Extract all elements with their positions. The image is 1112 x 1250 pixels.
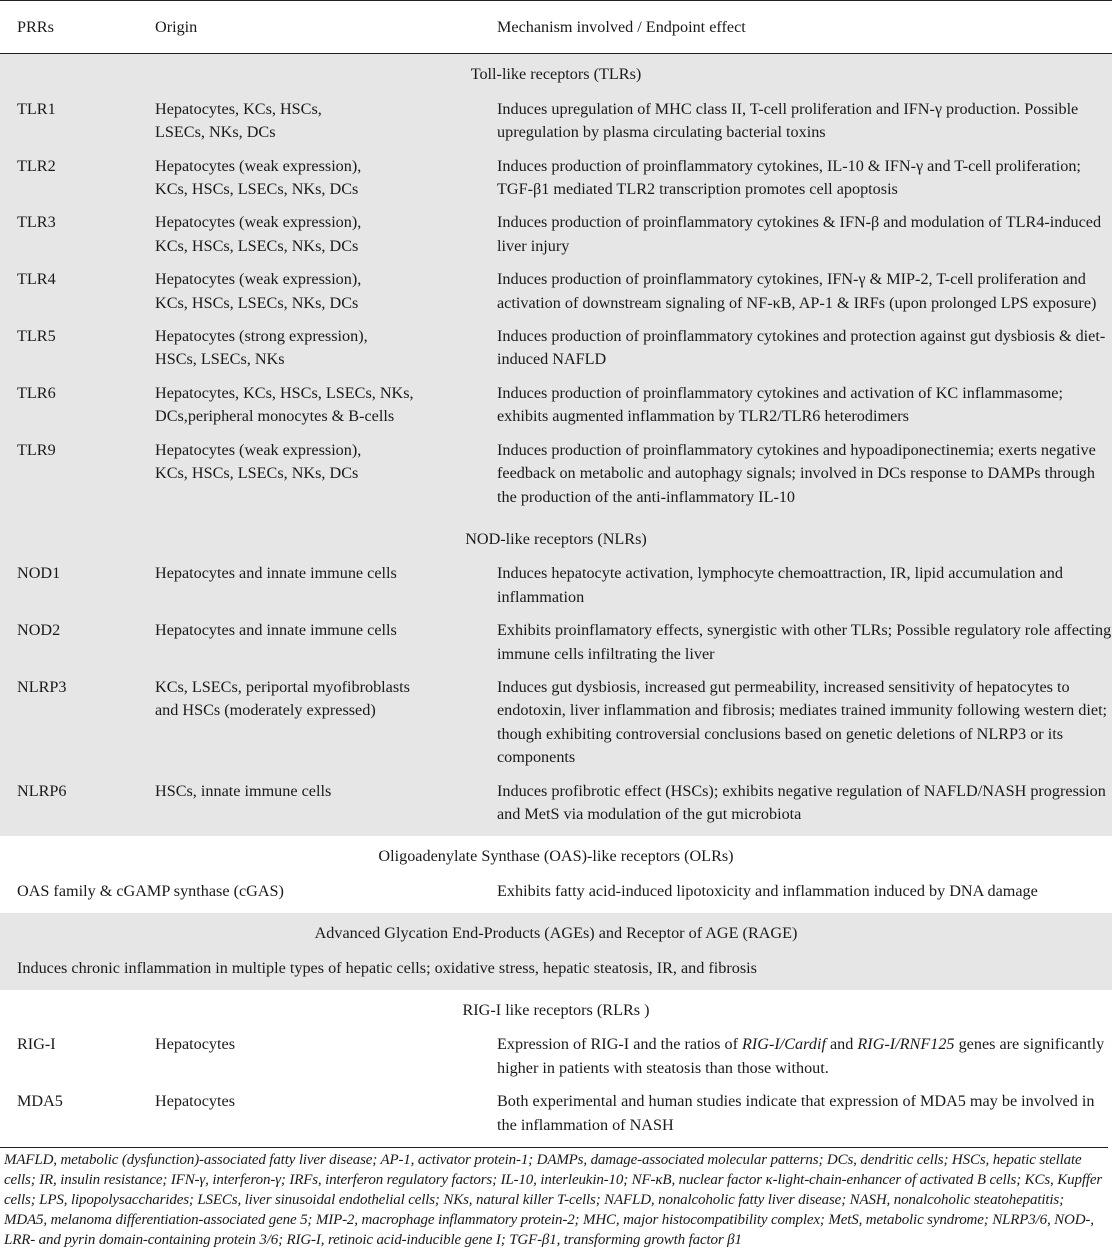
section-header-row	[0, 54, 1112, 97]
table-row	[0, 879, 1112, 913]
mechanism-cell: Both experimental and human studies indicate that expression of MDA5 may be involved in the inflammation of NASH	[497, 1092, 1095, 1134]
origin-line: KCs, HSCs, LSECs, NKs, DCs	[155, 464, 359, 483]
origin-cell	[138, 268, 480, 325]
table-body	[0, 54, 1112, 1147]
origin-line: KCs, HSCs, LSECs, NKs, DCs	[155, 236, 359, 255]
origin-line: HSCs, LSECs, NKs	[155, 350, 285, 369]
prr-cell: NLRP6	[17, 781, 67, 800]
prr-cell: NOD2	[17, 621, 61, 640]
origin-cell	[138, 780, 480, 837]
section-title: NOD-like receptors (NLRs)	[465, 529, 647, 548]
origin-line: Hepatocytes, KCs, HSCs,	[155, 99, 322, 118]
origin-cell	[138, 1032, 480, 1090]
prr-cell: TLR1	[17, 99, 56, 118]
prr-cell: TLR4	[17, 270, 56, 289]
table-row	[0, 97, 1112, 155]
origin-cell	[138, 211, 480, 268]
mechanism-text: Expression of RIG-I and the ratios of	[497, 1035, 743, 1054]
section-title: Toll-like receptors (TLRs)	[470, 65, 642, 84]
mechanism-cell: Induces gut dysbiosis, increased gut permeability, increased sensitivity of hepatocytes to endotoxin, liver inflammation and fibrosis; mediates trained immunity following western diet; though exhibiting controversial conclusions based on genetic deletions of NLRP3 or its components	[497, 677, 1108, 767]
mechanism-cell: Induces profibrotic effect (HSCs); exhibits negative regulation of NAFLD/NASH progression and MetS via modulation of the gut microbiota	[497, 781, 1106, 823]
prr-cell: NLRP3	[17, 677, 67, 696]
mechanism-cell: Exhibits fatty acid-induced lipotoxicity and inflammation induced by DNA damage	[497, 881, 1038, 900]
mechanism-cell: Induces upregulation of MHC class II, T-cell proliferation and IFN-γ production. Possible upregulation by plasma circulating bacterial toxins	[497, 99, 1079, 142]
prr-cell: RIG-I	[17, 1035, 56, 1054]
gene-name: RIG-I/Cardif	[742, 1035, 826, 1054]
table-row	[0, 382, 1112, 439]
origin-line: Hepatocytes, KCs, HSCs, LSECs, NKs,	[155, 383, 414, 402]
origin-line: KCs, HSCs, LSECs, NKs, DCs	[155, 293, 359, 312]
table-footnote: MAFLD, metabolic (dysfunction)-associated fatty liver disease; AP-1, activator protein-1; DAMPs, damage-associated molecular patterns; DCs, dendritic cells; HSCs, hepatic stellate cells; IR, insulin resistance; IFN-γ, interferon-γ; IRFs, interferon regulatory factors; IL-10, interleukin-10; NF-κB, nuclear factor κ-light-chain-enhancer of activated B cells; KCs, Kupffer cells; LPS, lipopolysaccharides; LSECs, liver sinusoidal endothelial cells; NKs, natural killer T-cells; NAFLD, nonalcoholic fatty liver disease; NASH, nonalcoholic steatohepatitis; MDA5, melanoma differentiation-associated gene 5; MIP-2, macrophage inflammatory protein-2; MHC, major histocompatibility complex; MetS, metabolic syndrome; NLRP3/6, NOD-, LRR- and pyrin domain-containing protein 3/6; RIG-I, retinoic acid-inducible gene I; TGF-β1, transforming growth factor β1	[0, 1147, 1108, 1250]
origin-line: Hepatocytes and innate immune cells	[155, 564, 397, 583]
origin-line: Hepatocytes	[155, 1035, 236, 1054]
table-header	[0, 1, 1112, 54]
table-row	[0, 1090, 1112, 1147]
section-title: RIG-I like receptors (RLRs )	[462, 1001, 650, 1019]
mechanism-cell: Induces hepatocyte activation, lymphocyte chemoattraction, IR, lipid accumulation and inflammation	[497, 564, 1063, 606]
prr-cell: NOD1	[17, 564, 61, 583]
section-title: Advanced Glycation End-Products (AGEs) and Receptor of AGE (RAGE)	[314, 924, 798, 943]
section-title: Oligoadenylate Synthase (OAS)-like receptors (OLRs)	[378, 847, 734, 866]
table-row	[0, 325, 1112, 382]
origin-cell	[138, 561, 480, 619]
mechanism-cell: Induces production of proinflammatory cytokines and protection against gut dysbiosis & diet-induced NAFLD	[497, 327, 1106, 369]
origin-cell	[138, 97, 480, 155]
table-row	[0, 676, 1112, 780]
mechanism-cell: Induces production of proinflammatory cytokines and activation of KC inflammasome; exhibits augmented inflammation by TLR2/TLR6 heterodimers	[497, 383, 1063, 426]
table-row	[0, 780, 1112, 837]
origin-cell	[138, 325, 480, 382]
section-header-row	[0, 836, 1112, 878]
origin-line: Hepatocytes	[155, 1092, 236, 1111]
origin-line: HSCs, innate immune cells	[155, 781, 332, 800]
origin-cell	[138, 1090, 480, 1147]
origin-line: DCs,peripheral monocytes & B-cells	[155, 407, 395, 426]
prr-cell: MDA5	[17, 1092, 63, 1111]
table-row	[0, 211, 1112, 268]
table-row	[0, 956, 1112, 990]
section-header-row	[0, 990, 1112, 1032]
mechanism-cell	[480, 1032, 1112, 1090]
prr-cell: TLR2	[17, 156, 56, 175]
origin-cell	[138, 382, 480, 439]
prr-cell: TLR3	[17, 213, 56, 232]
mechanism-cell: Induces production of proinflammatory cytokines, IL-10 & IFN-γ and T-cell proliferation; TGF-β1 mediated TLR2 transcription promotes cell apoptosis	[497, 156, 1081, 199]
origin-line: Hepatocytes (weak expression),	[155, 213, 362, 232]
prr-cell: TLR5	[17, 327, 56, 346]
table-row	[0, 439, 1112, 519]
mechanism-cell: Induces production of proinflammatory cytokines, IFN-γ & MIP-2, T-cell proliferation and activation of downstream signaling of NF-κB, AP-1 & IRFs (upon prolonged LPS exposure)	[497, 270, 1097, 312]
header-prrs: PRRs	[0, 1, 138, 54]
prr-cell: OAS family & cGAMP synthase (cGAS)	[17, 881, 284, 900]
header-mechanism: Mechanism involved / Endpoint effect	[480, 1, 1112, 54]
origin-cell	[138, 155, 480, 212]
mechanism-text: and	[825, 1035, 858, 1054]
prr-cell: TLR9	[17, 440, 56, 459]
table-row	[0, 268, 1112, 325]
prr-cell: TLR6	[17, 383, 56, 402]
origin-line: KCs, HSCs, LSECs, NKs, DCs	[155, 180, 359, 199]
origin-cell	[138, 439, 480, 519]
mechanism-cell: Induces production of proinflammatory cytokines and hypoadiponectinemia; exerts negative feedback on metabolic and autophagy signals; involved in DCs response to DAMPs through the production of the anti-inflammatory IL-10	[497, 440, 1096, 506]
origin-line: Hepatocytes (weak expression),	[155, 156, 362, 175]
table-row	[0, 155, 1112, 212]
table-row	[0, 619, 1112, 676]
table-row	[0, 1032, 1112, 1090]
section-header-row	[0, 519, 1112, 561]
header-origin: Origin	[138, 1, 480, 54]
origin-line: Hepatocytes (strong expression),	[155, 327, 368, 346]
origin-cell	[138, 676, 480, 780]
origin-line: LSECs, NKs, DCs	[155, 123, 276, 142]
full-width-cell: Induces chronic inflammation in multiple types of hepatic cells; oxidative stress, hepatic steatosis, IR, and fibrosis	[17, 958, 757, 977]
origin-line: Hepatocytes (weak expression),	[155, 270, 362, 289]
origin-line: Hepatocytes and innate immune cells	[155, 621, 397, 640]
origin-line: and HSCs (moderately expressed)	[155, 701, 376, 720]
gene-name: RIG-I/RNF125	[857, 1035, 955, 1054]
origin-cell	[138, 619, 480, 676]
mechanism-cell: Induces production of proinflammatory cytokines & IFN-β and modulation of TLR4-induced liver injury	[497, 213, 1102, 255]
table-row	[0, 561, 1112, 619]
mechanism-text: genes are significantly higher in patients with steatosis than those without.	[497, 1035, 1105, 1077]
origin-line: KCs, LSECs, periportal myofibroblasts	[155, 677, 410, 696]
origin-line: Hepatocytes (weak expression),	[155, 440, 362, 459]
section-header-row	[0, 913, 1112, 955]
mechanism-cell: Exhibits proinflamatory effects, synergistic with other TLRs; Possible regulatory role affecting immune cells infiltrating the liver	[497, 621, 1112, 663]
